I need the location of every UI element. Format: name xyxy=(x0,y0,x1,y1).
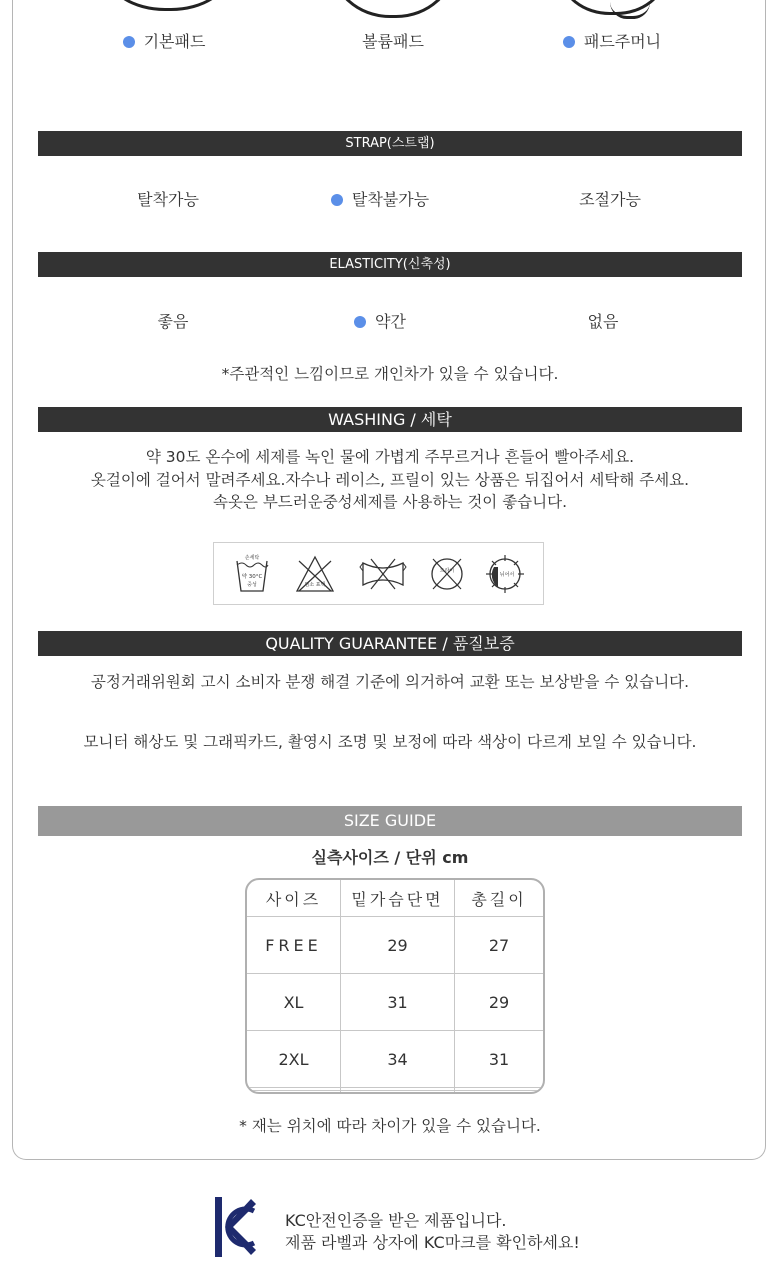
table-header-length: 총길이 xyxy=(455,880,544,917)
no-bleach-icon xyxy=(294,553,336,595)
washing-line-2: 옷걸이에 걸어서 말려주세요.자수나 레이스, 프릴이 있는 상품은 뒤집어서 세탁해 주세요. xyxy=(90,471,690,489)
size-guide-header: SIZE GUIDE xyxy=(38,806,742,836)
table-row xyxy=(247,917,543,974)
bleach-label: 염소 표백 xyxy=(304,582,326,588)
table-cell: 2XL xyxy=(247,1031,341,1088)
selected-dot-icon xyxy=(331,194,343,206)
pad-option-basic: 기본패드 xyxy=(64,31,264,53)
no-dry-clean-icon xyxy=(427,553,467,595)
size-table xyxy=(245,878,545,1094)
strap-option-non-detachable: 탈착불가능 xyxy=(280,189,480,211)
size-guide-subtitle: 실측사이즈 / 단위 cm xyxy=(311,848,469,867)
table-cell: FREE xyxy=(247,917,341,974)
table-cell: XL xyxy=(247,974,341,1031)
table-row xyxy=(247,1091,543,1092)
elasticity-option-good: 좋음 xyxy=(157,312,189,331)
table-cell: 34 xyxy=(341,1031,455,1088)
selected-dot-icon xyxy=(563,36,575,48)
table-cell: 27 xyxy=(455,917,544,974)
care-symbols-box xyxy=(213,542,544,605)
table-row xyxy=(247,1031,543,1088)
strap-option-adjustable: 조절가능 xyxy=(579,190,641,209)
quality-line-2: 모니터 해상도 및 그래픽카드, 촬영시 조명 및 보정에 따라 색상이 다르게 보일 수 있습니다. xyxy=(83,733,697,751)
washing-line-3: 속옷은 부드러운중성세제를 사용하는 것이 좋습니다. xyxy=(212,493,568,511)
washing-line-1: 약 30도 온수에 세제를 녹인 물에 가볍게 주무르거나 흔들어 빨아주세요. xyxy=(145,448,635,466)
hand-wash-temp-label: 약 30°C xyxy=(241,574,263,580)
hand-wash-top-label: 손세탁 xyxy=(244,555,260,561)
dry-clean-label: 드라이 xyxy=(439,568,455,574)
dry-flat-icon xyxy=(484,553,526,595)
table-cell: 29 xyxy=(455,974,544,1031)
table-row xyxy=(247,974,543,1031)
selected-dot-icon xyxy=(354,316,366,328)
elasticity-option-none: 없음 xyxy=(587,312,619,331)
hand-wash-bottom-label: 중성 xyxy=(247,582,257,588)
hand-wash-icon xyxy=(234,553,270,595)
washing-header: WASHING / 세탁 xyxy=(38,407,742,432)
table-header-size: 사이즈 xyxy=(247,880,341,917)
elasticity-header: ELASTICITY(신축성) xyxy=(38,252,742,277)
kc-logo-icon xyxy=(213,1195,257,1259)
pad-option-volume: 볼륨패드 xyxy=(362,32,424,51)
elasticity-option-slight: 약간 xyxy=(280,311,480,333)
elasticity-note: *주관적인 느낌이므로 개인차가 있을 수 있습니다. xyxy=(221,365,559,383)
table-cell: 31 xyxy=(455,1031,544,1088)
size-guide-note: * 재는 위치에 따라 차이가 있을 수 있습니다. xyxy=(239,1117,541,1135)
pad-option-pouch: 패드주머니 xyxy=(512,31,712,53)
quality-line-1: 공정거래위원회 고시 소비자 분쟁 해결 기준에 의거하여 교환 또는 보상받을 수 있습니다. xyxy=(90,673,690,691)
strap-option-detachable: 탈착가능 xyxy=(137,190,199,209)
table-cell xyxy=(455,1091,544,1092)
strap-header: STRAP(스트랩) xyxy=(38,131,742,156)
dry-flat-label: 뉘어서 xyxy=(499,572,515,578)
kc-line-1: KC안전인증을 받은 제품입니다. xyxy=(285,1211,507,1230)
quality-header: QUALITY GUARANTEE / 품질보증 xyxy=(38,631,742,656)
selected-dot-icon xyxy=(123,36,135,48)
table-cell xyxy=(341,1091,455,1092)
table-cell xyxy=(247,1091,341,1092)
table-header-underbust: 밑가슴단면 xyxy=(341,880,455,917)
kc-line-2: 제품 라벨과 상자에 KC마크를 확인하세요! xyxy=(285,1233,580,1252)
table-cell: 29 xyxy=(341,917,455,974)
table-header-row xyxy=(247,880,543,917)
table-cell: 31 xyxy=(341,974,455,1031)
no-wring-icon xyxy=(359,553,407,595)
